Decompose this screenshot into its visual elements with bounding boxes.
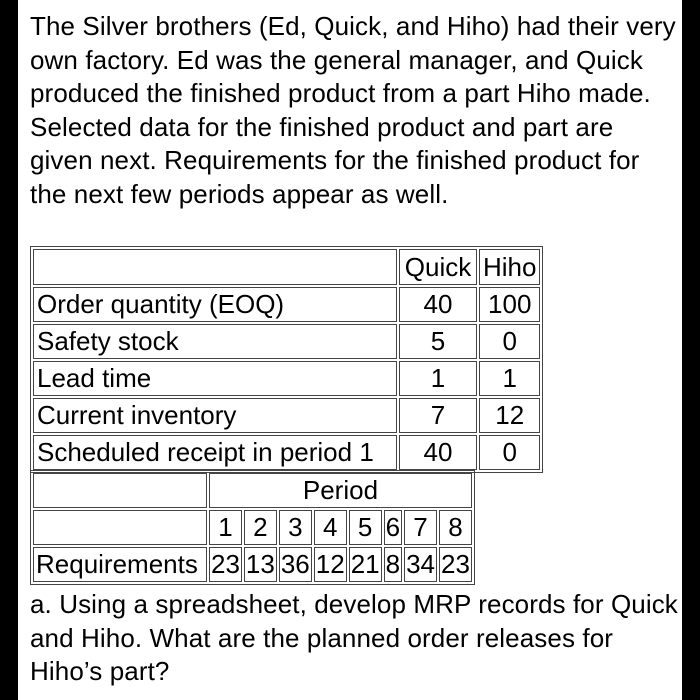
question-text: a. Using a spreadsheet, develop MRP records for Quick and Hiho. What are the planned order releases for Hiho’s part? — [30, 589, 678, 686]
period-number: 1 — [209, 510, 242, 545]
requirement-value: 8 — [384, 547, 402, 582]
row-label: Safety stock — [33, 324, 397, 359]
quick-value: 7 — [399, 398, 477, 433]
period-number: 8 — [439, 510, 472, 545]
requirement-value: 34 — [404, 547, 437, 582]
problem-intro: The Silver brothers (Ed, Quick, and Hiho) had their very own factory. Ed was the general manager, and Quick produced the finished product from a part Hiho made. Selected data for the finished product and part are given next. Requirements for the finished product for the next few periods appear as well. — [30, 11, 676, 209]
item-data-table — [30, 246, 543, 473]
period-number: 5 — [349, 510, 382, 545]
period-number: 2 — [244, 510, 277, 545]
table-row — [33, 361, 540, 396]
requirement-value: 21 — [349, 547, 382, 582]
period-header-row — [33, 473, 472, 508]
requirement-value: 23 — [439, 547, 472, 582]
problem-card — [18, 0, 682, 700]
quick-value: 1 — [399, 361, 477, 396]
requirement-value: 13 — [244, 547, 277, 582]
header-blank-cell — [33, 249, 397, 285]
period-number: 6 — [384, 510, 402, 545]
hiho-value: 1 — [479, 361, 540, 396]
period-number: 7 — [404, 510, 437, 545]
row-label: Current inventory — [33, 398, 397, 433]
requirements-label: Requirements — [33, 547, 207, 582]
row-label: Order quantity (EOQ) — [33, 287, 397, 322]
hiho-value: 0 — [479, 435, 540, 470]
row-label: Lead time — [33, 361, 397, 396]
hiho-value: 0 — [479, 324, 540, 359]
header-quick: Quick — [399, 249, 477, 285]
quick-value: 5 — [399, 324, 477, 359]
requirements-row — [33, 547, 472, 582]
quick-value: 40 — [399, 287, 477, 322]
hiho-value: 100 — [479, 287, 540, 322]
period-header: Period — [209, 473, 472, 508]
period-number: 3 — [279, 510, 312, 545]
period-number: 4 — [314, 510, 347, 545]
table-row — [33, 324, 540, 359]
table-header-row — [33, 249, 540, 285]
table-row — [33, 398, 540, 433]
blank-cell — [33, 510, 207, 545]
requirement-value: 12 — [314, 547, 347, 582]
header-hiho: Hiho — [479, 249, 540, 285]
period-numbers-row — [33, 510, 472, 545]
requirements-table — [30, 470, 475, 585]
table-row — [33, 287, 540, 322]
hiho-value: 12 — [479, 398, 540, 433]
blank-cell — [33, 473, 207, 508]
table-row — [33, 435, 540, 470]
requirement-value: 36 — [279, 547, 312, 582]
requirement-value: 23 — [209, 547, 242, 582]
quick-value: 40 — [399, 435, 477, 470]
row-label: Scheduled receipt in period 1 — [33, 435, 397, 470]
